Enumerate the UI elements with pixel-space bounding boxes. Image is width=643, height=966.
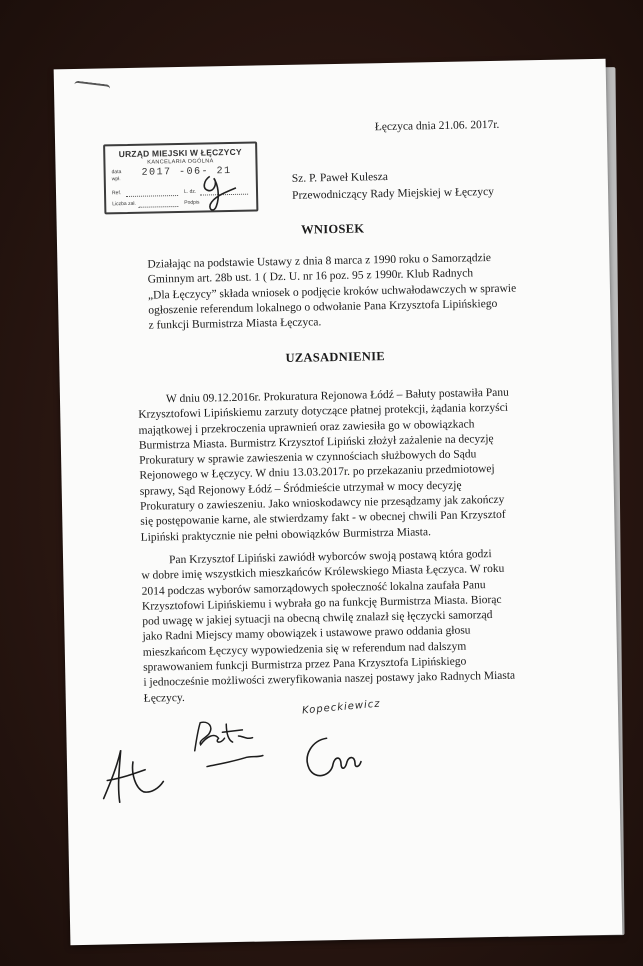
stamp-date-label-1: data (111, 169, 122, 176)
justification-line: Prokuratury o zawieszeniu. Jako wnioskodawcy nie przesądzamy jak zakończy (139, 493, 505, 513)
stamp-date-label-2: wpł. (111, 176, 121, 183)
justification-line: w dobre imię wszystkich mieszkańców Królewskiego Miasta Łęczyca. W roku (141, 563, 505, 583)
justification-line: się postępowanie karne, ale stwierdzamy fakt - w obecnej chwili Pan Krzysztof (140, 509, 506, 529)
stamp-ref-label: Ref. (111, 190, 122, 197)
request-line: z funkcji Burmistrza Miasta Łęczyca. (148, 316, 322, 332)
justification-line: sprawowaniem funkcji Burmistrza przez Pana Krzysztofa Lipińskiego (143, 655, 467, 674)
stamp-sign-label: Podpis (184, 199, 200, 206)
justification-line: i jednocześnie możliwości zweryfikowania naszej postawy jako Radnych Miasta (143, 670, 516, 690)
justification-line: Krzysztofowi Lipińskiemu zarzuty dotyczące płatnej protekcji, żądania korzyści (138, 402, 509, 422)
signature-1 (97, 739, 188, 811)
justification-line: Prokuratury w sprawie zawieszenia w czynnościach służbowych do Sądu (139, 448, 477, 467)
request-line: Działając na podstawie Ustawy z dnia 8 marca z 1990 roku o Samorządzie (147, 252, 492, 271)
request-line: Gminnym art. 28b ust. 1 ( Dz. U. nr 16 poz. 95 z 1990r. Klub Radnych (147, 267, 474, 286)
stamp-title: URZĄD MIEJSKI W ŁĘCZYCY (118, 146, 242, 160)
request-line: „Dla Łęczycy” składa wniosek o podjęcie kroków uchwałodawczych w sprawie (147, 282, 517, 302)
justification-line: 2014 podczas wyborów samorządowych społeczność lokalna zaufała Panu (141, 578, 486, 598)
justification-line: Łęczycy. (143, 691, 185, 705)
stamp-initials-signature (196, 166, 247, 217)
stamp-subtitle: KANCELARIA OGÓLNA (147, 158, 214, 166)
addressee-name: Sz. P. Paweł Kulesza (291, 170, 389, 185)
heading-wniosek: WNIOSEK (301, 221, 365, 237)
justification-line: pod uwagę w jakiej sytuacji na obecną chwilę znalazł się łęczycki samorząd (142, 609, 493, 628)
stamp-count-label: L. dz. (183, 188, 197, 195)
justification-paragraph-2 (141, 547, 516, 707)
addressee (292, 167, 494, 205)
justification-line: jako Radni Miejscy mamy obowiązek i ustawowe prawo oddania głosu (142, 624, 471, 644)
justification-line: sprawy, Sąd Rejonowy Łódź – Śródmieście utrzymał w mocy decyzję (139, 479, 462, 498)
signature-2 (186, 713, 277, 785)
signature-3 (296, 723, 387, 795)
justification-line: Burmistrza Miasta. Burmistrz Krzysztof Lipiński złożył zażalenie na decyzję (138, 432, 494, 452)
justification-line: Pan Krzysztof Lipiński zawiódł wyborców swoją postawą która godzi (168, 548, 492, 567)
justification-line: Rejonowego w Łęczycy. W dniu 13.03.2017r. po przekazaniu przedmiotowej (139, 463, 495, 483)
addressee-title: Przewodniczący Rady Miejskiej w Łęczycy (291, 185, 495, 202)
handwritten-name: Kopeckiewicz (301, 698, 382, 717)
justification-line: Krzysztofowi Lipińskiemu i wybrała go na funkcję Burmistrza Miasta. Biorąc (141, 593, 502, 613)
justification-line: Lipiński praktycznie nie pełni obowiązków Burmistrza Miasta. (140, 525, 432, 544)
justification-paragraph-1 (138, 386, 512, 546)
stamp-ref-line (126, 195, 178, 197)
document-page (54, 59, 623, 945)
stamp-attach-label: Liczba zał. (112, 200, 136, 208)
request-line: ogłoszenie referendum lokalnego o odwołanie Pana Krzysztofa Lipińskiego (148, 297, 498, 317)
paper-clip-mark (74, 81, 111, 95)
request-paragraph (147, 251, 517, 335)
stamp-received-date: 2017 -06- 21 (141, 165, 232, 179)
place-and-date: Łęczyca dnia 21.06. 2017r. (374, 118, 500, 134)
heading-uzasadnienie: UZASADNIENIE (285, 349, 386, 365)
justification-line: mieszkańcom Łęczycy wypowiedzenia się w referendum nad dalszym (142, 640, 467, 659)
stamp-attach-line (138, 206, 178, 208)
justification-line: W dniu 09.12.2016r. Prokuratura Rejonowa Łódź – Bałuty postawiła Panu (165, 386, 509, 406)
justification-line: majątkowej i przekroczenia uprawnień oraz zawiesiła go w obowiązkach (138, 417, 475, 437)
